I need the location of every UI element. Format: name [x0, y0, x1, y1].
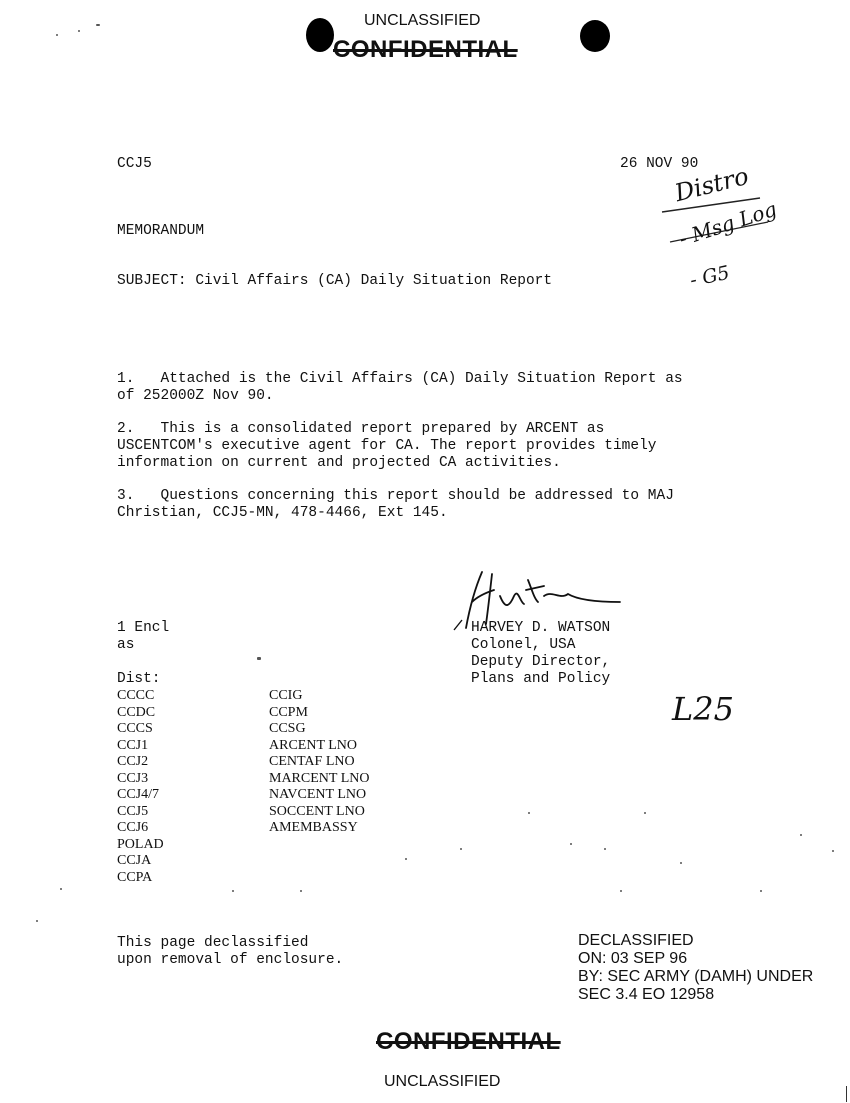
scan-speck	[405, 858, 407, 860]
punch-hole-left	[306, 18, 334, 52]
bottom-struck-classification: CONFIDENTIAL	[376, 1028, 561, 1055]
enclosure-note	[117, 620, 169, 654]
declassification-note-line-2: upon removal of enclosure.	[117, 952, 344, 968]
enclosure-as: as	[117, 637, 135, 653]
distribution-entry: CCCS	[117, 721, 153, 736]
distribution-entry: AMEMBASSY	[269, 820, 358, 835]
paragraph-1	[117, 371, 683, 405]
scan-speck	[257, 657, 261, 660]
scan-speck	[60, 888, 62, 890]
declassification-stamp	[578, 932, 813, 1004]
scan-speck	[96, 24, 100, 26]
distribution-entry: CCIG	[269, 688, 303, 703]
paragraph-line: 1. Attached is the Civil Affairs (CA) Daily Situation Report as	[117, 371, 683, 387]
paragraph-3	[117, 488, 674, 522]
distribution-entry: CCJ6	[117, 820, 149, 835]
memo-type: MEMORANDUM	[117, 223, 205, 239]
scan-speck	[620, 890, 622, 892]
paragraph-line: USCENTCOM's executive agent for CA. The report provides timely	[117, 438, 657, 454]
distribution-entry: CCPA	[117, 869, 153, 885]
paragraph-line: Christian, CCJ5-MN, 478-4466, Ext 145.	[117, 505, 448, 521]
distribution-entry: CCCC	[117, 688, 155, 703]
scan-speck	[56, 34, 58, 36]
signature-block	[471, 620, 610, 688]
scan-speck	[760, 890, 762, 892]
distribution-entry: NAVCENT LNO	[269, 787, 367, 802]
distribution-entry: CCJ3	[117, 770, 149, 786]
bottom-classification-marking: UNCLASSIFIED	[384, 1073, 501, 1090]
paragraph-line: 2. This is a consolidated report prepared by ARCENT as	[117, 421, 605, 437]
scan-speck	[78, 30, 80, 32]
declassification-note	[117, 935, 343, 969]
declass-stamp-line-1: DECLASSIFIED	[578, 932, 694, 949]
scan-edge-mark	[846, 1086, 847, 1102]
distribution-label: Dist:	[117, 671, 161, 687]
distribution-list-column-1	[117, 688, 257, 886]
office-symbol: CCJ5	[117, 156, 152, 172]
declass-stamp-line-2: ON: 03 SEP 96	[578, 950, 688, 967]
scan-speck	[36, 920, 38, 922]
distribution-entry: CENTAF LNO	[269, 754, 355, 769]
distribution-list-column-2	[269, 688, 429, 837]
signer-name: HARVEY D. WATSON	[471, 620, 611, 636]
distribution-entry: CCSG	[269, 721, 306, 736]
signer-title-line-1: Deputy Director,	[471, 654, 611, 670]
scan-speck	[680, 862, 682, 864]
signer-rank: Colonel, USA	[471, 637, 576, 653]
scan-speck	[528, 812, 530, 814]
handwritten-distro: Distro	[672, 161, 752, 208]
paragraph-2	[117, 421, 657, 472]
handwritten-msg-log: - Msg Log	[676, 196, 780, 251]
signer-title-line-2: Plans and Policy	[471, 671, 611, 687]
top-classification-marking: UNCLASSIFIED	[364, 12, 481, 29]
paragraph-line: of 252000Z Nov 90.	[117, 388, 274, 404]
distribution-entry: CCJ4/7	[117, 787, 160, 802]
scan-speck	[570, 843, 572, 845]
scan-speck	[800, 834, 802, 836]
paragraph-line: 3. Questions concerning this report should be addressed to MAJ	[117, 488, 674, 504]
scan-speck	[644, 812, 646, 814]
scan-speck	[232, 890, 234, 892]
top-struck-classification: CONFIDENTIAL	[333, 36, 518, 63]
scan-speck	[832, 850, 834, 852]
distribution-entry: CCPM	[269, 704, 308, 720]
declassification-note-line-1: This page declassified	[117, 935, 309, 951]
distribution-entry: ARCENT LNO	[269, 737, 358, 753]
scan-speck	[604, 848, 606, 850]
memo-subject: SUBJECT: Civil Affairs (CA) Daily Situation Report	[117, 273, 553, 289]
distribution-entry: CCDC	[117, 704, 156, 720]
distribution-entry: CCJ2	[117, 754, 149, 769]
distribution-entry: CCJ1	[117, 737, 149, 753]
distribution-entry: CCJA	[117, 853, 152, 868]
punch-hole-right	[580, 20, 610, 52]
handwritten-page-number: L25	[672, 690, 734, 728]
distribution-entry: MARCENT LNO	[269, 770, 370, 786]
paragraph-line: information on current and projected CA activities.	[117, 455, 561, 471]
declass-stamp-line-3: BY: SEC ARMY (DAMH) UNDER	[578, 968, 814, 985]
distribution-entry: CCJ5	[117, 803, 149, 819]
scan-speck	[300, 890, 302, 892]
handwritten-g5: - G5	[688, 261, 732, 292]
scan-speck	[460, 848, 462, 850]
declass-stamp-line-4: SEC 3.4 EO 12958	[578, 986, 715, 1003]
memo-date: 26 NOV 90	[620, 156, 699, 172]
distribution-entry: SOCCENT LNO	[269, 803, 365, 819]
enclosure-count: 1 Encl	[117, 620, 170, 636]
distribution-entry: POLAD	[117, 836, 164, 852]
